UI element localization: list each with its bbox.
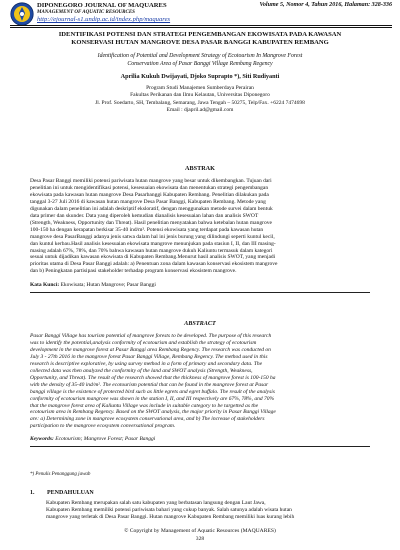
text-line: Kabupaten Rembang memiliki potensi pariwisata bahari yang cukup banyak. Salah satunya adalah wisata hutan <box>46 506 292 513</box>
keywords-text: Ecotourism; Mangrove Forest; Pasar Banggi <box>53 436 156 442</box>
section-heading <box>30 490 94 496</box>
page-number: 328 <box>195 536 205 542</box>
text-line: participation to the mangrove ecosystem conversational program. <box>30 423 176 430</box>
section-divider <box>30 292 370 293</box>
en-title-line: Conservation Area of Pasar Banggi Village Rembang Regency <box>127 60 273 67</box>
affiliation-line: Fakultas Perikanan dan Ilmu Kelautan, Universitas Diponegoro <box>130 92 270 99</box>
title-line: KONSERVASI HUTAN MANGROVE DESA PASAR BANGGI KABUPATEN REMBANG <box>71 39 329 46</box>
text-line: collected data was then analyzed the conformity of the land and SWOT analysis (Strength, Weakness, <box>30 367 253 374</box>
copyright-notice: © Copyright by Management of Aquatic Resources (MAQUARES) <box>124 528 276 534</box>
abstrak-heading: ABSTRAK <box>185 165 215 172</box>
article-title <box>30 31 370 47</box>
header-divider-thin <box>10 27 392 28</box>
text-line: Desa Pasar Banggi memiliki potensi pariwisata hutan mangrove yang besar untuk dikembangkan. Tujuan dari <box>30 178 272 184</box>
text-line: mangrove yang terletak di Desa Pasar Banggi. Hutan mangrove Kabupaten Rembang memiliki luas kurang lebih <box>46 513 295 520</box>
text-line: Opportunity, and Threat). The result of the research showed that the thickness of mangrove forest is 100-150 ha <box>30 374 276 381</box>
intro-body <box>30 500 370 521</box>
keywords-label: Keywords: <box>30 436 54 442</box>
affiliation <box>60 85 340 114</box>
journal-url-link[interactable]: http://ejournal-s1.undip.ac.id/index.php/maquares <box>37 16 171 23</box>
text-line: research is descriptive explorative, by using survey method in a form of primary and secondary data. The <box>30 360 263 367</box>
abstrak-keywords <box>30 282 370 288</box>
keywords-text: Ekowisata; Hutan Mangrove; Pasar Banggi <box>59 282 156 288</box>
text-line: (Strength, Weakness, Opportunity dan Threat). Hasil penelitian menyatakan bahwa ketebalan hutan mangrove <box>30 219 272 226</box>
author-email: Email : djapril.ad@gmail.com <box>166 106 234 113</box>
title-line: IDENTIFIKASI POTENSI DAN STRATEGI PENGEMBANGAN EKOWISATA PADA KAWASAN <box>58 31 342 38</box>
text-line: digunakan dalam penelitian ini adalah deskriptif eksloratif, dengan menggunakan metode survei dalam bentuk <box>30 205 273 212</box>
text-line: masing adalah 67%, 78%, dan 70% bahwa kawasan hutan mangrove dukuh Kaliuntu termasuk dalam kategori <box>30 247 273 254</box>
text-line: dan b) Peningkatan partisipasi stakeholder terhadap program konservasi ekosistem mangrove. <box>30 268 237 275</box>
footnote: *) Penulis Penanggung jawab <box>30 472 91 477</box>
en-title-line: Identification of Potential and Development Strategy of Ecotourism In Mangrove Forest <box>97 53 303 59</box>
university-seal-icon <box>10 2 34 26</box>
text-line: 100-150 ha dengan kerapatan berkisar 35-40 ind/m². Potensi ekowisata yang terdapat pada kawasan hutan <box>30 226 264 233</box>
text-line: penelitian ini untuk mengidentifikasi potensi, kesesuaian ekowisata dan menentukan strategi pengembangan <box>30 184 269 191</box>
abstrak-body <box>30 178 370 275</box>
affiliation-line: Program Studi Manajemen Sumberdaya Perairan <box>146 85 254 91</box>
journal-subtitle: MANAGEMENT OF AQUATIC RESOURCES <box>37 10 135 15</box>
section-number: 1. <box>30 490 35 496</box>
header-divider <box>10 25 392 26</box>
text-line: with the density of 35-40 ind/m². The ecotourism potential that can be found in the mangrove forest at Pasar <box>30 381 269 388</box>
text-line: tanggal 3-27 Juli 2016 di kawasan hutan mangrove Desa Pasar Banggi, Kabupaten Rembang. Metode yang <box>30 198 266 205</box>
text-line: sesuai untuk dijadikan kawasan ekowisata di Kabupaten Rembang.Menurut hasil analisis SWOT, yang menjadi <box>30 254 276 261</box>
volume-info: Volume 5, Nomor 4, Tahun 2016, Halaman: 328-336 <box>259 2 392 8</box>
text-line: data primer dan skunder. Data yang diperoleh kemudian dianalisis kesesuaian lahan dan analisis SWOT <box>30 212 259 219</box>
authors: Aprilia Kukuh Dwijayati, Djoko Suprapto *), Siti Rudiyanti <box>120 73 280 80</box>
text-line: conformity of ecotourism mangrove was shown in the station I, II, and III respectively are 67%, 78%, and 70% <box>30 395 275 402</box>
abstract-body <box>30 333 370 430</box>
journal-title: DIPONEGORO JOURNAL OF MAQUARES <box>37 2 167 9</box>
article-english-title <box>60 53 340 68</box>
affiliation-line: Jl. Prof. Soedarto, SH, Tembalang, Semarang, Jawa Tengah – 50275, Telp/Fax. +6224 7474698 <box>95 99 305 106</box>
keywords-label: Kata Kunci: <box>30 282 60 288</box>
text-line: Kabupaten Rembang merupakan salah satu kabupaten yang berbatasan langsung dengan Laut Jawa, <box>46 500 266 506</box>
text-line: development in the mangrove forest at Pasar Banggi area Rembang Regency. The research was conducted on <box>30 346 271 353</box>
text-line: was to identify the potential,analysis conformity of ecotourism and establish the strategy of ecotourism <box>30 339 257 346</box>
text-line: July 3 - 27th 2016 in the mangrove forest Pasar Banggi Village, Rembang Regency. The method used in this <box>30 353 268 360</box>
section-divider <box>30 446 370 447</box>
text-line: Pasar Banggi Village has tourism potential of mangrove forests to be developed. The purpose of this research <box>30 333 272 339</box>
text-line: are: a) Determining zone in mangrove ecosystem conservational area, and b) The increase of stakeholders <box>30 416 265 423</box>
text-line: prioritas utama di Desa Pasar Banggi adalah: a) Penentuan zona dalam kawasan konservasi ekosistem mangrove <box>30 261 278 268</box>
text-line: that the mangrove forest area of Kaliuntu Village was include in suitable category to be targetted as the <box>30 402 259 409</box>
text-line: ekowisata pada kawasan hutan mangrove Desa Pasarbanggi Kabupaten Rembang. Penelitian dilakukan pada <box>30 191 269 198</box>
text-line: mangrove desa PasarBanggi adanya jenis satwa dalam hal ini jenis burung yang dilindungi seperti kuntul kecil, <box>30 233 275 240</box>
text-line: ecotourism area in Rembang Regency. Based on the SWOT analysis, the major priority in Pasar Banggi Village <box>30 409 276 416</box>
section-title: PENDAHULUAN <box>47 490 94 496</box>
text-line: banggi village is the existence of protected bird such as little egrets and egret buffalo. The result of the analysis <box>30 388 275 395</box>
text-line: dan kuntul kerbau.Hasil analisis kesesuaian ekowisata mangrove menunjukan pada stasiun I, II, dan III masing- <box>30 240 276 247</box>
abstract-heading: ABSTRACT <box>184 320 216 327</box>
abstract-keywords <box>30 436 370 442</box>
